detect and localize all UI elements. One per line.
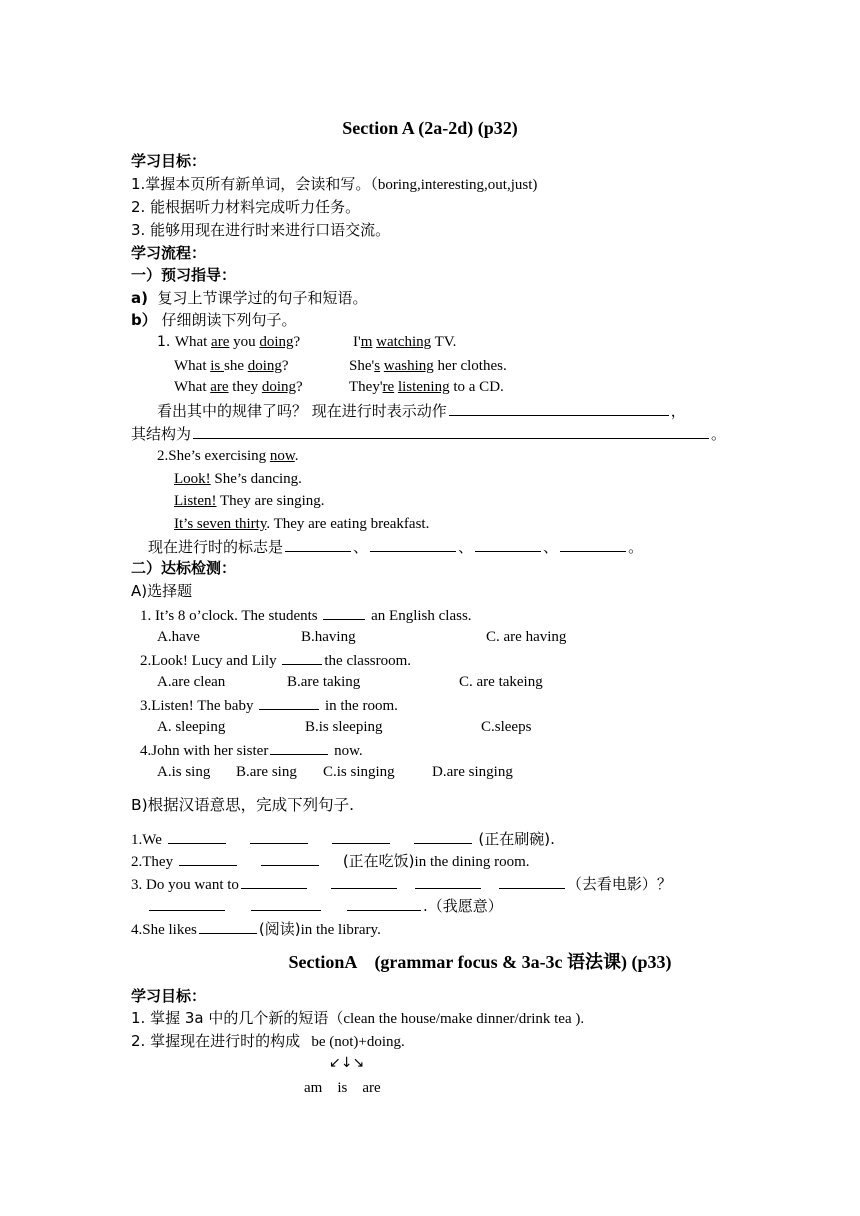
word: They' — [349, 379, 383, 395]
word: ? — [296, 379, 303, 395]
goal-2: 2. 能根据听力材料完成听力任务。 — [131, 198, 361, 216]
preview-heading: 一）预习指导： — [131, 266, 237, 284]
question-text: now. — [330, 743, 363, 759]
q3-option-a[interactable]: A. sleeping — [157, 719, 226, 735]
word: . They are eating breakfast. — [266, 516, 430, 532]
answer-blank[interactable] — [560, 536, 626, 552]
translate-4 — [131, 918, 381, 940]
answer-blank[interactable] — [241, 873, 307, 889]
word: What — [174, 334, 212, 350]
goal-1-en: （boring,interesting,out,just) — [370, 177, 538, 193]
goal-1 — [131, 174, 537, 195]
chinese-hint: (正在刷碗). — [473, 830, 555, 848]
underlined-word: are — [210, 379, 229, 395]
step-a-label: a) — [131, 289, 148, 307]
test-heading: 二）达标检测： — [131, 559, 237, 577]
answer-blank[interactable] — [179, 850, 237, 866]
separator: 、 — [458, 538, 474, 556]
answer-blank[interactable] — [270, 739, 328, 755]
q2-option-a[interactable]: A.are clean — [157, 674, 226, 690]
q1-option-b[interactable]: B.having — [301, 629, 356, 645]
q2-option-c[interactable]: C. are takeing — [459, 674, 543, 690]
process-heading: 学习流程： — [131, 244, 207, 262]
separator: 、 — [543, 538, 559, 556]
underlined-word: is — [210, 358, 224, 374]
goals-heading: 学习目标： — [131, 152, 207, 170]
question-text: 1. It’s 8 o’clock. The students — [140, 608, 322, 624]
signal-text: 现在进行时的标志是 — [148, 538, 284, 556]
example-2 — [157, 446, 299, 466]
goal-text: 2. 掌握现在进行时的构成 — [131, 1032, 301, 1050]
answer-blank[interactable] — [331, 873, 397, 889]
step-a — [131, 288, 368, 308]
word: What — [174, 358, 211, 374]
question-text: 4.John with her sister — [140, 743, 269, 759]
q3-option-b[interactable]: B.is sleeping — [305, 719, 383, 735]
goal2-1 — [131, 1008, 584, 1029]
rule-question — [157, 400, 686, 421]
question-3 — [140, 694, 398, 716]
word: What — [174, 379, 211, 395]
sentence-2-question — [174, 356, 289, 376]
word: her clothes. — [433, 358, 507, 374]
word: they — [228, 379, 262, 395]
goal2-2 — [131, 1031, 405, 1052]
sentence-start: 4.She likes — [131, 922, 197, 938]
question-2 — [140, 649, 411, 671]
answer-blank[interactable] — [261, 850, 319, 866]
sentence-2-answer — [349, 356, 507, 376]
step-b-text: 仔细朗读下列句子。 — [161, 311, 297, 329]
sentence-3-answer — [349, 377, 504, 397]
answer-blank[interactable] — [499, 873, 565, 889]
punct: 。 — [628, 538, 644, 556]
goal-1-cn: 1.掌握本页所有新单词，会读和写。 — [131, 175, 371, 193]
part-b-heading: B)根据汉语意思，完成下列句子. — [131, 796, 355, 814]
word: They are singing. — [216, 493, 325, 509]
answer-blank[interactable] — [332, 828, 390, 844]
word: TV. — [431, 334, 457, 350]
part-a-heading: A)选择题 — [131, 582, 193, 600]
q4-option-b[interactable]: B.are sing — [236, 764, 297, 780]
answer-blank[interactable] — [475, 536, 541, 552]
sentence-end: in the dining room. — [414, 854, 530, 870]
word: 2.She’s exercising — [157, 448, 270, 464]
underlined-word: now — [269, 448, 295, 464]
question-text: 2.Look! Lucy and Lily — [140, 653, 281, 669]
word: she — [224, 358, 248, 374]
rule-structure — [131, 423, 726, 444]
question-1 — [140, 604, 472, 626]
goal-text: （clean the house/make dinner/drink tea ). — [328, 1011, 585, 1027]
goals-heading-2: 学习目标： — [131, 987, 207, 1005]
sentence-1-question — [157, 332, 300, 352]
underlined-word: re — [382, 379, 395, 395]
punct: 。 — [711, 425, 727, 443]
answer-blank[interactable] — [251, 895, 321, 911]
q3-option-c[interactable]: C.sleeps — [481, 719, 532, 735]
word: ? — [293, 334, 301, 350]
sentence-1-num: 1. — [157, 334, 175, 350]
rule-question-text: 看出其中的规律了吗？ 现在进行时表示动作 — [157, 402, 447, 420]
be-forms: am is are — [304, 1080, 381, 1096]
answer-blank[interactable] — [193, 423, 709, 439]
underlined-word: doing — [247, 358, 282, 374]
answer-blank[interactable] — [414, 828, 472, 844]
punct: ， — [670, 402, 686, 420]
example-4 — [174, 491, 325, 511]
goal-text: 1. 掌握 3a 中的几个新的短语 — [131, 1009, 329, 1027]
chinese-hint: .（我愿意） — [423, 897, 503, 915]
word: you — [229, 334, 260, 350]
chinese-hint: (阅读) — [258, 920, 301, 938]
underlined-word: are — [211, 334, 230, 350]
sentence-start: 3. Do you want to — [131, 877, 239, 893]
signal-words — [148, 536, 643, 557]
q4-option-c[interactable]: C.is singing — [323, 764, 395, 780]
arrows-icon: ↙↓↘ — [329, 1055, 365, 1071]
question-text: 3.Listen! The baby — [140, 698, 258, 714]
question-text: in the room. — [321, 698, 398, 714]
answer-blank[interactable] — [347, 895, 421, 911]
sentence-start: 1.We — [131, 832, 166, 848]
translate-1 — [131, 828, 555, 850]
example-5 — [174, 514, 429, 534]
section-title: Section A (2a-2d) (p32) — [342, 118, 518, 138]
underlined-word: listening — [397, 379, 450, 395]
step-b — [131, 310, 297, 330]
answer-blank[interactable] — [323, 604, 365, 620]
answer-blank[interactable] — [370, 536, 456, 552]
word: . — [294, 448, 299, 464]
section-title-2: SectionA (grammar focus & 3a-3c 语法课) (p33) — [288, 952, 672, 972]
question-text: an English class. — [367, 608, 472, 624]
answer-blank[interactable] — [415, 873, 481, 889]
underlined-word: washing — [383, 358, 434, 374]
q1-option-c[interactable]: C. are having — [486, 629, 567, 645]
question-4 — [140, 739, 363, 761]
word: to a CD. — [449, 379, 504, 395]
goal-3: 3. 能够用现在进行时来进行口语交流。 — [131, 221, 391, 239]
separator: 、 — [353, 538, 369, 556]
rule-structure-text: 其结构为 — [131, 425, 192, 443]
word: I' — [353, 334, 361, 350]
sentence-3-question — [174, 377, 303, 397]
q1-option-a[interactable]: A.have — [157, 629, 200, 645]
answer-blank[interactable] — [168, 828, 226, 844]
answer-blank[interactable] — [250, 828, 308, 844]
example-3 — [174, 469, 302, 489]
underlined-word: doing — [259, 334, 294, 350]
answer-blank[interactable] — [199, 918, 257, 934]
underlined-word: m — [360, 334, 373, 350]
question-text: the classroom. — [324, 653, 412, 669]
translate-2 — [131, 850, 530, 872]
answer-blank[interactable] — [449, 400, 669, 416]
translate-3-answer — [147, 895, 503, 917]
goal-text: be (not)+doing. — [311, 1034, 405, 1050]
answer-blank[interactable] — [285, 536, 351, 552]
underlined-word: Listen! — [174, 493, 217, 509]
underlined-word: doing — [261, 379, 297, 395]
answer-blank[interactable] — [149, 895, 225, 911]
chinese-hint: (正在吃饭) — [342, 852, 415, 870]
underlined-word: Look! — [174, 471, 211, 487]
step-b-label: b） — [131, 311, 157, 329]
sentence-end: in the library. — [300, 922, 381, 938]
word: ? — [281, 358, 289, 374]
underlined-word: s — [374, 358, 381, 374]
answer-blank[interactable] — [282, 649, 322, 665]
translate-3 — [131, 873, 672, 895]
chinese-hint: （去看电影）？ — [566, 875, 672, 893]
sentence-start: 2.They — [131, 854, 177, 870]
sentence-1-answer — [353, 332, 456, 352]
underlined-word: watching — [376, 334, 432, 350]
step-a-text: 复习上节课学过的句子和短语。 — [157, 289, 368, 307]
q4-option-a[interactable]: A.is sing — [157, 764, 211, 780]
q2-option-b[interactable]: B.are taking — [287, 674, 361, 690]
underlined-word: It’s seven thirty — [174, 516, 267, 532]
word: She’s dancing. — [210, 471, 302, 487]
q4-option-d[interactable]: D.are singing — [432, 764, 513, 780]
answer-blank[interactable] — [259, 694, 319, 710]
word: She' — [349, 358, 375, 374]
